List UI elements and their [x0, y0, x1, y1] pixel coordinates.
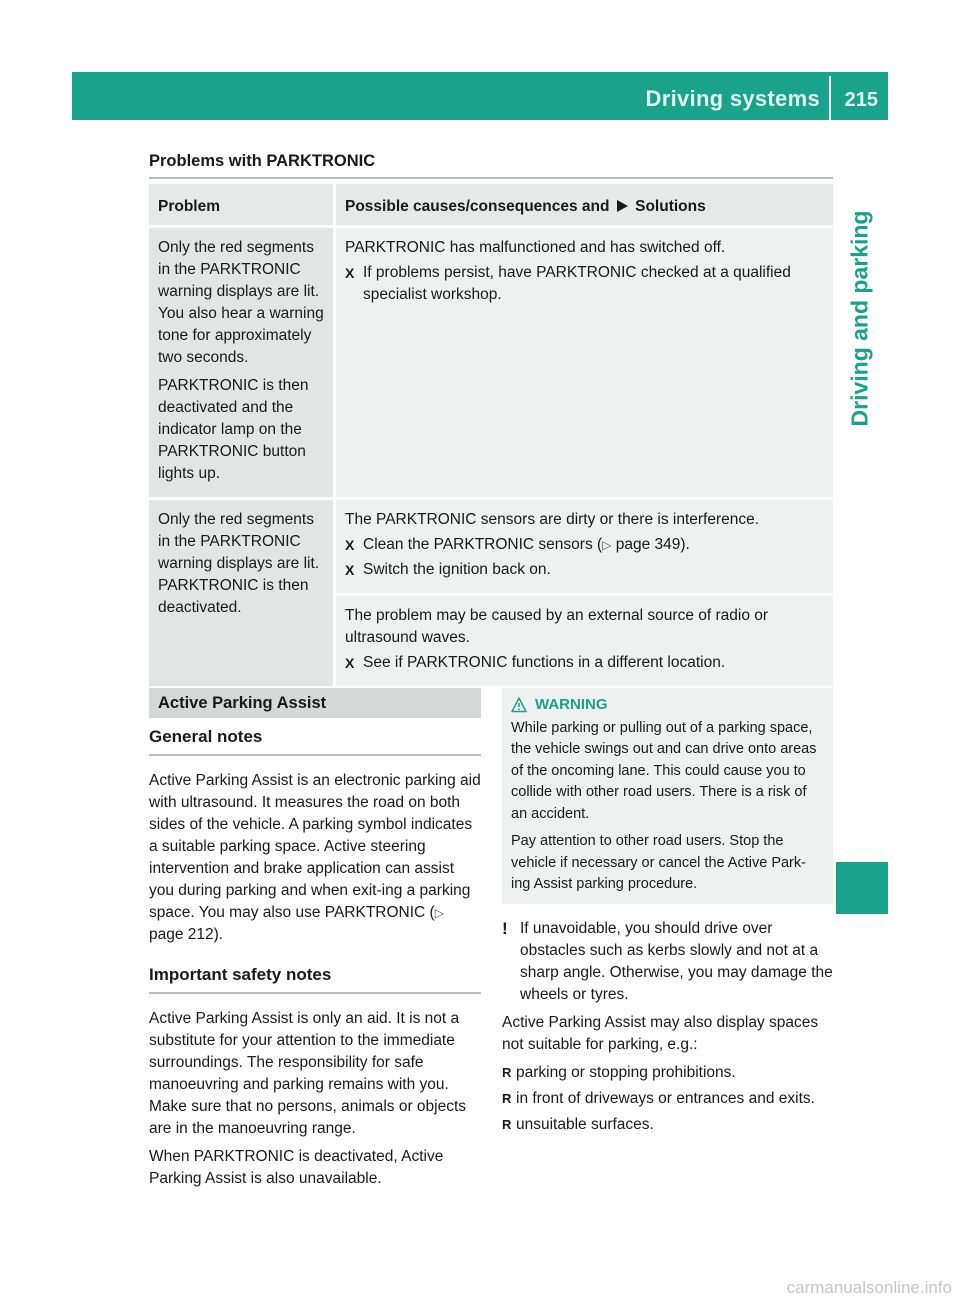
- page-ref: page 349).: [615, 536, 690, 553]
- step-icon: X: [345, 562, 355, 578]
- bullet-icon: R: [502, 1090, 512, 1106]
- list-item-text: parking or stopping prohibitions.: [516, 1063, 736, 1081]
- chapter-title: Driving systems: [645, 86, 820, 111]
- warning-title: [511, 694, 824, 716]
- heading-divider: [149, 754, 481, 756]
- problem-text: PARKTRONIC is then deactivated and the indicator lamp on the PARKTRONIC button lights up.: [158, 377, 309, 482]
- general-notes-text: [149, 770, 481, 946]
- spaces-intro: Active Parking Assist may also display spaces not suitable for parking, e.g.:: [502, 1013, 819, 1053]
- page-header: [72, 72, 888, 120]
- solution-cell: [336, 500, 833, 593]
- step-text: See if PARKTRONIC functions in a different location.: [363, 654, 726, 671]
- note-block: [502, 918, 833, 1006]
- exclamation-icon: !: [502, 918, 508, 938]
- solution-step: [345, 559, 824, 581]
- section-title: Problems with PARKTRONIC: [149, 152, 376, 170]
- warning-triangle-icon: [511, 697, 527, 713]
- header-solutions-prefix: Possible causes/consequences and: [345, 198, 610, 215]
- solution-step: [345, 534, 824, 556]
- arrow-right-icon: [617, 200, 628, 212]
- page-ref-icon: ▷: [602, 538, 612, 552]
- section-divider: [149, 177, 833, 179]
- side-tab-marker: [836, 862, 888, 914]
- header-divider: [829, 76, 831, 120]
- header-solutions-suffix: Solutions: [635, 198, 706, 215]
- right-column: [502, 688, 833, 1136]
- header-problem: Problem: [149, 184, 336, 225]
- page-ref: page 212).: [149, 926, 224, 943]
- problem-cell: [149, 500, 336, 686]
- cause-text: The problem may be caused by an external source of radio or ultrasound waves.: [345, 607, 769, 646]
- watermark: carmanualsonline.info: [786, 1278, 952, 1297]
- solution-step: [345, 262, 824, 306]
- list-item-text: unsuitable surfaces.: [516, 1115, 654, 1133]
- page-ref-icon: ▷: [434, 906, 444, 920]
- step-text: If problems persist, have PARKTRONIC checked at a qualified specialist workshop.: [363, 264, 791, 303]
- cause-text: The PARKTRONIC sensors are dirty or there is interference.: [345, 511, 760, 528]
- general-notes-body: Active Parking Assist is an electronic parking aid with ultrasound. It measures the road on both sides of the vehicle. A parking symbol indicates a suitable parking space. Active steering intervention and brake application can assist you during parking and when exit-ing a parking space. You may also use PARKTRONIC (: [149, 772, 481, 921]
- problem-text: Only the red segments in the PARKTRONIC warning displays are lit. You also hear a warning tone for approximately two seconds.: [158, 239, 324, 366]
- list-item: [502, 1062, 833, 1084]
- table-header-row: [149, 184, 833, 225]
- warning-box: [502, 688, 833, 904]
- safety-notes-heading: Important safety notes: [149, 965, 332, 984]
- solution-cell: [336, 596, 833, 686]
- problem-text: Only the red segments in the PARKTRONIC warning displays are lit. PARKTRONIC is then deactivated.: [158, 511, 320, 616]
- list-item: [502, 1114, 833, 1136]
- problems-table: [149, 181, 833, 689]
- page-number: 215: [844, 89, 878, 111]
- step-icon: X: [345, 537, 355, 553]
- left-column: [149, 688, 481, 1196]
- warning-text: Pay attention to other road users. Stop the vehicle if necessary or cancel the Active Park-ing Assist parking procedure.: [511, 833, 806, 892]
- solution-step: [345, 652, 824, 674]
- warning-label: WARNING: [535, 696, 608, 713]
- side-tab: [831, 160, 888, 476]
- side-tab-label: Driving and parking: [846, 210, 873, 426]
- general-notes-heading: General notes: [149, 727, 263, 746]
- bullet-icon: R: [502, 1064, 512, 1080]
- step-icon: X: [345, 655, 355, 671]
- step-text-prefix: Clean the PARKTRONIC sensors (: [363, 536, 603, 553]
- warning-text: While parking or pulling out of a parking space, the vehicle swings out and can drive onto areas of the oncoming lane. This could cause you to collide with other road users. There is a risk of an accident.: [511, 719, 817, 822]
- bullet-icon: R: [502, 1116, 512, 1132]
- section-heading: Active Parking Assist: [149, 688, 481, 718]
- table-row: [149, 228, 833, 497]
- note-text: If unavoidable, you should drive over obstacles such as kerbs slowly and not at a sharp angle. Otherwise, you may damage the wheels or tyres.: [520, 919, 833, 1003]
- header-solutions: [336, 184, 833, 225]
- problem-cell: [149, 228, 336, 497]
- safety-text: Active Parking Assist is only an aid. It is not a substitute for your attention to the immediate surroundings. The responsibility for safe manoeuvring and parking remains with you. Make sure that no persons, animals or objects are in the manoeuvring range.: [149, 1010, 467, 1137]
- cause-text: PARKTRONIC has malfunctioned and has switched off.: [345, 239, 726, 256]
- step-icon: X: [345, 265, 355, 281]
- heading-divider: [149, 992, 481, 994]
- solution-cell: [336, 228, 833, 497]
- list-item: [502, 1088, 833, 1110]
- list-item-text: in front of driveways or entrances and exits.: [516, 1089, 815, 1107]
- safety-text: When PARKTRONIC is deactivated, Active Parking Assist is also unavailable.: [149, 1148, 444, 1187]
- step-text: Switch the ignition back on.: [363, 561, 551, 578]
- table-row: [149, 500, 833, 593]
